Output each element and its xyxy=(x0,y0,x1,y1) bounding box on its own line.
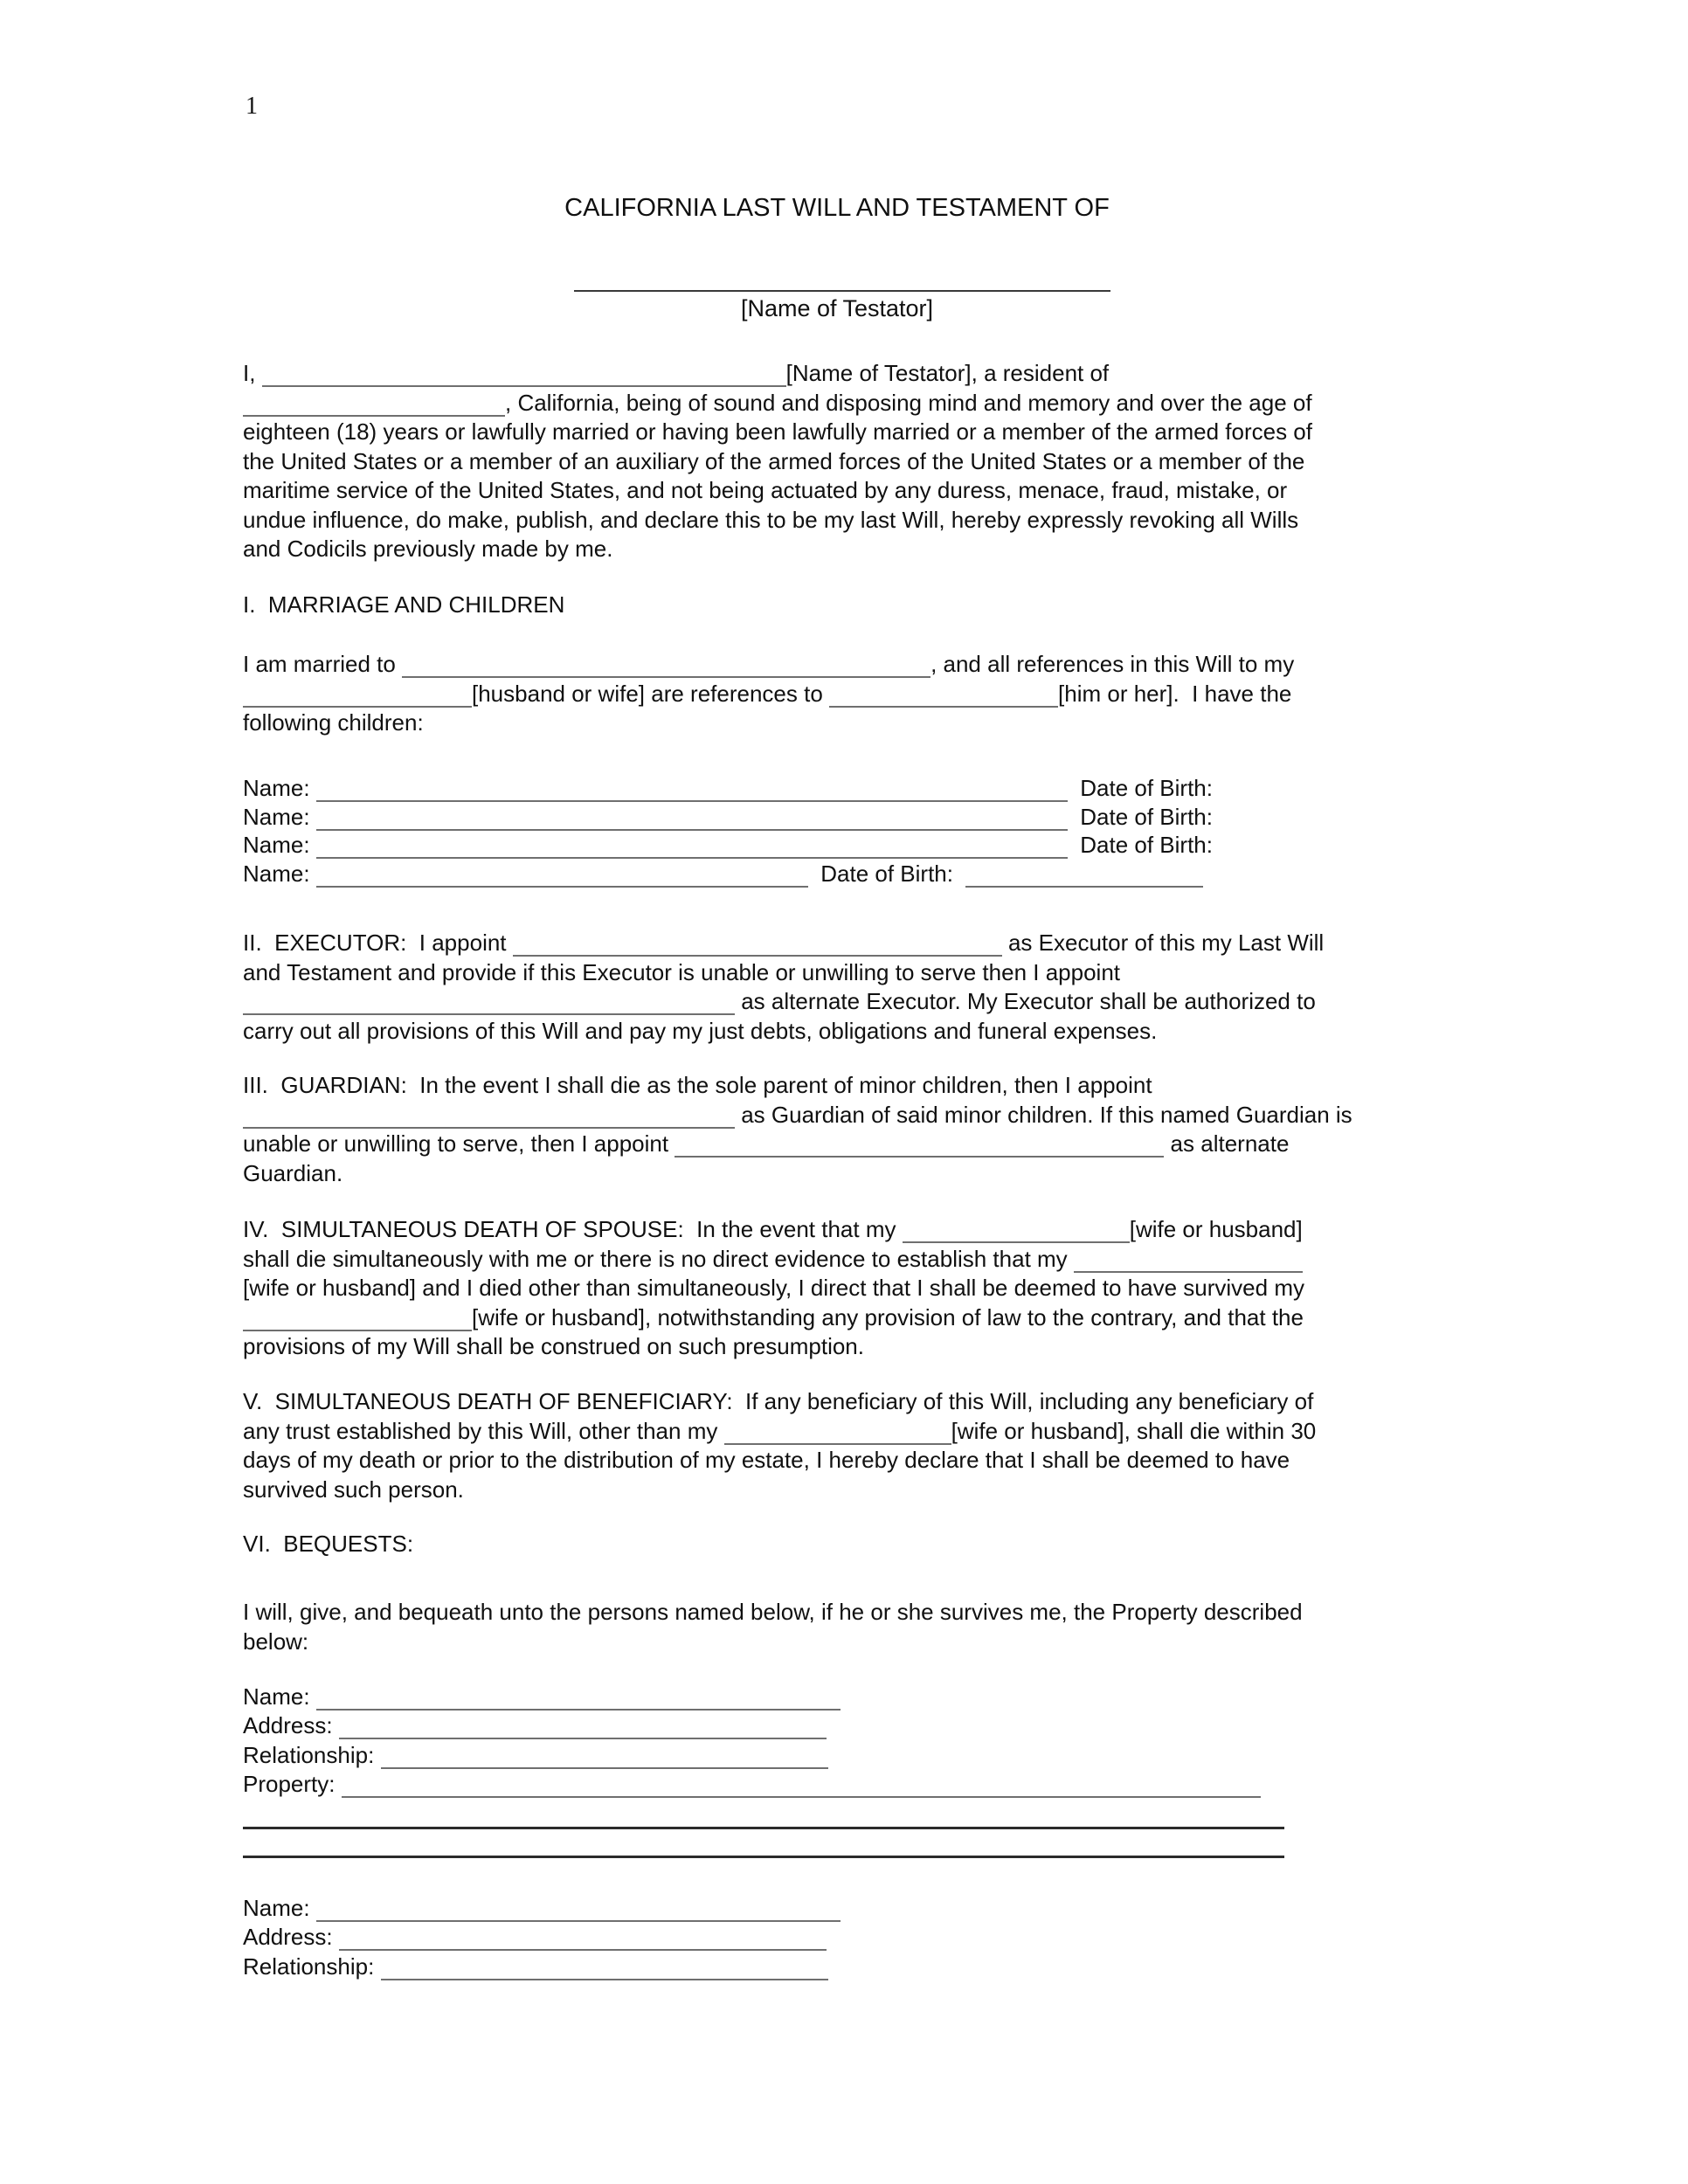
text-line: Name: xyxy=(243,1683,1431,1711)
text-line: eighteen (18) years or lawfully married or having been lawfully married or a member of the armed forces of xyxy=(243,418,1312,445)
fill-in-blank xyxy=(243,685,472,708)
fill-in-blank xyxy=(316,808,1068,831)
fill-in-blank xyxy=(316,836,1068,859)
text-line: as Guardian of said minor children. If this named Guardian is xyxy=(243,1101,1431,1130)
property-continuation-lines xyxy=(243,1801,1431,1859)
fill-in-blank xyxy=(243,1309,472,1331)
page-number: 1 xyxy=(246,93,258,120)
text-line: , California, being of sound and disposing mind and memory and over the age of xyxy=(243,389,1431,418)
simultaneous-death-spouse-paragraph xyxy=(243,1215,1431,1362)
fill-in-blank xyxy=(243,992,735,1015)
text-line: [wife or husband], notwithstanding any provision of law to the contrary, and that the xyxy=(243,1303,1431,1333)
fill-in-blank xyxy=(243,1806,1284,1829)
fill-in-blank xyxy=(316,1688,841,1711)
fill-in-blank xyxy=(342,1775,1261,1798)
fill-in-blank xyxy=(829,685,1058,708)
text-line: Property: xyxy=(243,1770,1431,1799)
text-line: carry out all provisions of this Will and pay my just debts, obligations and funeral expenses. xyxy=(243,1017,1158,1044)
text-line: the United States or a member of an auxiliary of the armed forces of the United States or a member of the xyxy=(243,447,1305,474)
text-line: and Testament and provide if this Executor is unable or unwilling to serve then I appoint xyxy=(243,958,1121,985)
fill-in-blank xyxy=(675,1135,1164,1158)
text-line: Name: Date of Birth: xyxy=(243,803,1213,830)
fill-in-blank xyxy=(903,1220,1130,1243)
text-line: IV. SIMULTANEOUS DEATH OF SPOUSE: In the event that my [wife or husband] xyxy=(243,1216,1303,1242)
testator-caption: [Name of Testator] xyxy=(740,295,934,321)
text-line: [wife or husband] and I died other than simultaneously, I direct that I shall be deemed to have survived my xyxy=(243,1275,1304,1301)
fill-in-blank xyxy=(339,1928,827,1951)
fill-in-blank xyxy=(965,865,1203,888)
text-line: V. SIMULTANEOUS DEATH OF BENEFICIARY: If any beneficiary of this Will, including any beneficiary of xyxy=(243,1388,1314,1414)
beneficiary-fields-1 xyxy=(243,1683,1431,1800)
marriage-paragraph xyxy=(243,650,1431,738)
fill-in-blank xyxy=(381,1958,828,1980)
opening-paragraph xyxy=(243,359,1431,564)
text-line: provisions of my Will shall be construed on such presumption. xyxy=(243,1333,864,1359)
text-line: unable or unwilling to serve, then I appoint as alternate xyxy=(243,1130,1290,1157)
text-line: and Codicils previously made by me. xyxy=(243,536,613,562)
text-line: survived such person. xyxy=(243,1476,464,1503)
simultaneous-death-beneficiary-paragraph xyxy=(243,1387,1431,1504)
text-line: II. EXECUTOR: I appoint as Executor of this my Last Will xyxy=(243,930,1325,956)
text-line: Address: xyxy=(243,1711,1431,1740)
fill-in-blank xyxy=(316,865,808,888)
fill-in-blank xyxy=(243,394,505,417)
text-line: I will, give, and bequeath unto the persons named below, if he or she survives me, the Property described xyxy=(243,1599,1303,1625)
text-line: Name: Date of Birth: xyxy=(243,860,1431,888)
beneficiary-fields-2 xyxy=(243,1894,1431,1981)
children-list xyxy=(243,774,1431,888)
text-line: Guardian. xyxy=(243,1159,343,1186)
text-line: Name: xyxy=(243,1894,1431,1923)
text-line: III. GUARDIAN: In the event I shall die as the sole parent of minor children, then I appoint xyxy=(243,1072,1152,1098)
text-line: undue influence, do make, publish, and declare this to be my last Will, hereby expressly revoking all Wills xyxy=(243,506,1299,533)
fill-in-blank xyxy=(513,934,1002,957)
text-line: [husband or wife] are references to [him or her]. I have the xyxy=(243,680,1431,709)
text-line xyxy=(243,1830,1431,1859)
bequests-intro-paragraph xyxy=(243,1598,1431,1656)
fill-in-blank xyxy=(316,779,1068,802)
text-line: Address: xyxy=(243,1923,1431,1952)
section-heading-bequests: VI. BEQUESTS: xyxy=(243,1531,414,1557)
text-line: Name: Date of Birth: xyxy=(243,775,1213,801)
text-line: as alternate Executor. My Executor shall be authorized to xyxy=(243,987,1431,1017)
fill-in-blank xyxy=(243,1835,1284,1858)
text-line: maritime service of the United States, and not being actuated by any duress, menace, fraud, mistake, or xyxy=(243,477,1288,503)
fill-in-blank xyxy=(243,1106,735,1129)
fill-in-blank xyxy=(724,1422,951,1445)
text-line: following children: xyxy=(243,709,424,736)
text-line: shall die simultaneously with me or there is no direct evidence to establish that my xyxy=(243,1245,1431,1275)
text-line: Relationship: xyxy=(243,1741,1431,1770)
text-line xyxy=(243,1801,1431,1830)
text-line: any trust established by this Will, other than my [wife or husband], shall die within 30 xyxy=(243,1417,1317,1444)
fill-in-blank xyxy=(381,1746,828,1769)
executor-paragraph xyxy=(243,929,1431,1046)
document-title: CALIFORNIA LAST WILL AND TESTAMENT OF xyxy=(564,194,1110,222)
text-line: I am married to , and all references in this Will to my xyxy=(243,651,1295,677)
text-line: Relationship: xyxy=(243,1952,1431,1981)
fill-in-blank xyxy=(316,1899,841,1922)
text-line: below: xyxy=(243,1628,309,1655)
text-line: Name: Date of Birth: xyxy=(243,832,1213,858)
fill-in-blank xyxy=(402,655,930,678)
fill-in-blank xyxy=(1074,1250,1303,1273)
guardian-paragraph xyxy=(243,1071,1431,1188)
fill-in-blank xyxy=(262,364,786,387)
fill-in-blank xyxy=(339,1717,827,1739)
text-line: I, [Name of Testator], a resident of xyxy=(243,360,1110,386)
section-heading-marriage: I. MARRIAGE AND CHILDREN xyxy=(243,591,565,618)
testator-name-line xyxy=(574,264,1110,292)
text-line: days of my death or prior to the distribution of my estate, I hereby declare that I shall be deemed to have xyxy=(243,1447,1290,1473)
